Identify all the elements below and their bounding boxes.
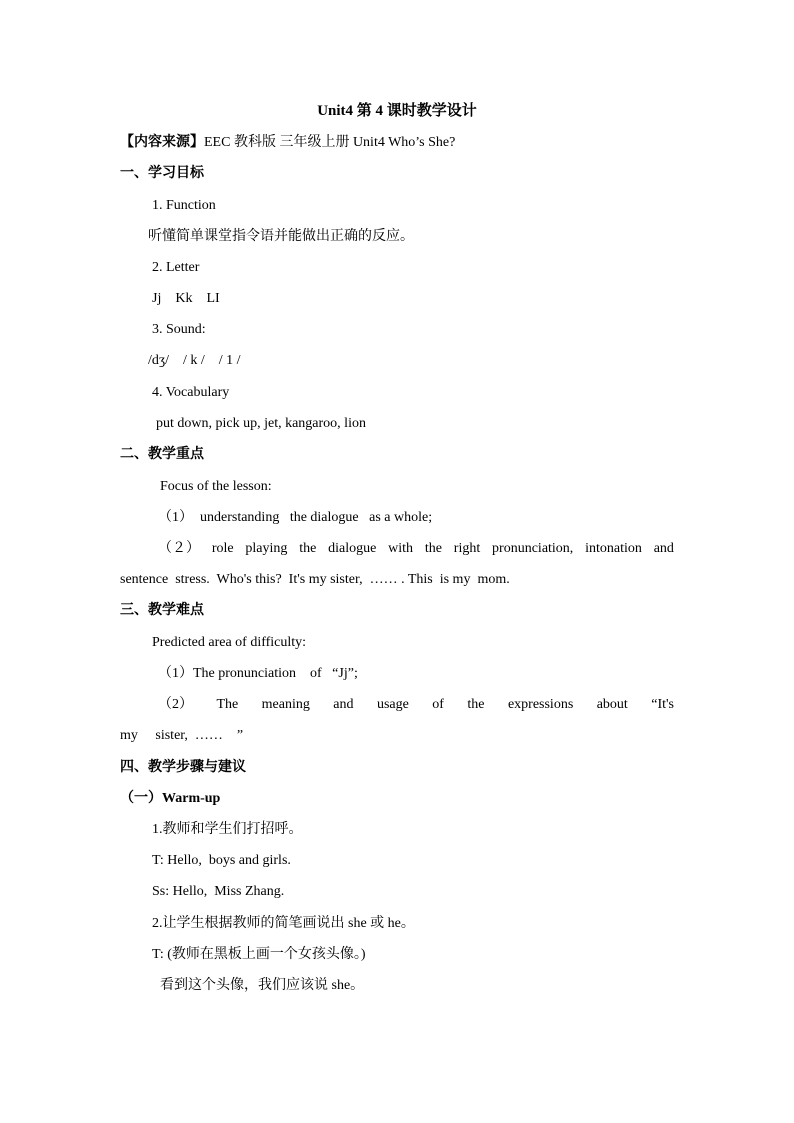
- focus-point-2-word: and: [653, 541, 674, 556]
- difficulty-point-2-word: of: [432, 697, 444, 712]
- difficulty-point-2: [158, 696, 674, 714]
- warm-up-line: T: (教师在黑板上画一个女孩头像。): [152, 947, 366, 962]
- objective-letter-label: 2. Letter: [152, 260, 200, 275]
- focus-intro: Focus of the lesson:: [160, 479, 272, 494]
- objective-vocabulary-text: put down, pick up, jet, kangaroo, lion: [156, 416, 366, 431]
- focus-point-2-word: pronunciation,: [492, 541, 574, 556]
- section-heading-difficulty: 三、教学难点: [120, 603, 204, 618]
- difficulty-point-2-word: usage: [376, 697, 409, 712]
- focus-point-2-word: the: [424, 541, 442, 556]
- objective-function-label: 1. Function: [152, 198, 216, 213]
- document-title: Unit4 第 4 课时教学设计: [317, 103, 477, 119]
- focus-point-2-word: dialogue: [328, 541, 377, 556]
- difficulty-point-2-continuation: my sister, …… ”: [120, 728, 244, 743]
- subsection-warm-up: （一）Warm-up: [120, 791, 221, 806]
- objective-sound-text: /dʒ/ / k / / 1 /: [148, 353, 241, 368]
- focus-point-1: （1） understanding the dialogue as a whole;: [158, 510, 433, 525]
- difficulty-point-2-word: the: [467, 697, 485, 712]
- difficulty-point-1: （1）The pronunciation of “Jj”;: [158, 666, 358, 681]
- objective-function-text: 听懂简单课堂指令语并能做出正确的反应。: [148, 229, 414, 244]
- warm-up-line: T: Hello, boys and girls.: [152, 853, 291, 868]
- section-heading-focus: 二、教学重点: [120, 447, 204, 462]
- warm-up-line: 1.教师和学生们打招呼。: [152, 822, 303, 837]
- focus-point-2-continuation: sentence stress. Who's this? It's my sister, …… . This is my mom.: [120, 572, 510, 587]
- warm-up-line: 看到这个头像，我们应该说 she。: [160, 978, 365, 993]
- objective-sound-label: 3. Sound:: [152, 322, 206, 337]
- objective-vocabulary-label: 4. Vocabulary: [152, 385, 230, 400]
- content-source: [120, 134, 455, 152]
- focus-point-2-word: playing: [245, 541, 288, 556]
- difficulty-intro: Predicted area of difficulty:: [152, 635, 307, 650]
- focus-point-2-word: intonation: [585, 541, 642, 556]
- focus-point-2-word: role: [211, 541, 234, 556]
- difficulty-point-2-word: about: [596, 697, 628, 712]
- content-source-text: EEC 教科版 三年级上册 Unit4 Who’s She?: [204, 135, 456, 150]
- focus-point-2-word: the: [299, 541, 317, 556]
- difficulty-point-2-word: （2）: [158, 697, 193, 712]
- section-heading-steps: 四、教学步骤与建议: [120, 760, 246, 775]
- content-source-label: 【内容来源】: [120, 135, 204, 150]
- difficulty-point-2-word: The: [216, 697, 239, 712]
- difficulty-point-2-word: expressions: [507, 697, 574, 712]
- focus-point-2-word: （２）: [158, 541, 200, 556]
- focus-point-2-word: with: [388, 541, 414, 556]
- section-heading-objectives: 一、学习目标: [120, 166, 204, 181]
- warm-up-line: 2.让学生根据教师的简笔画说出 she 或 he。: [152, 916, 415, 931]
- difficulty-point-2-word: and: [333, 697, 354, 712]
- warm-up-line: Ss: Hello, Miss Zhang.: [152, 884, 285, 899]
- difficulty-point-2-word: meaning: [261, 697, 310, 712]
- difficulty-point-2-word: “It's: [651, 697, 674, 712]
- focus-point-2-word: right: [453, 541, 481, 556]
- objective-letter-text: Jj Kk LI: [152, 291, 220, 306]
- focus-point-2: [158, 540, 674, 558]
